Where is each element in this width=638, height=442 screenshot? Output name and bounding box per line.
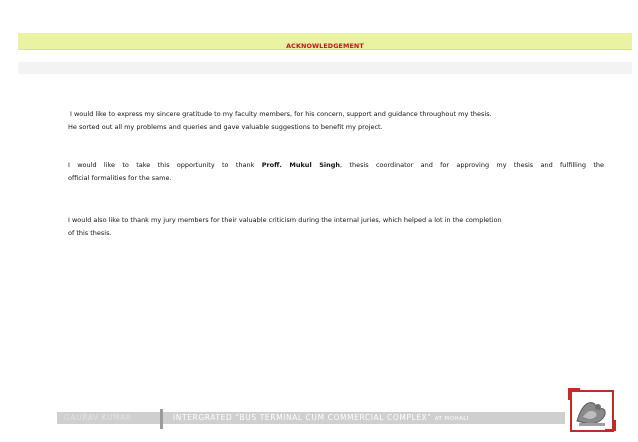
heading-band	[18, 33, 632, 50]
paragraph-1	[68, 108, 608, 133]
paragraph-3-line-1: I would also like to thank my jury members for their valuable criticism during the internal juries, which helped a lot in the completion	[68, 216, 502, 224]
paragraph-2-after-name: , thesis coordinator and for approving my thesis and fulfilling the	[340, 161, 604, 169]
paragraph-2-before-name: I would like to take this opportunity to thank	[68, 161, 262, 169]
footer-separator	[160, 409, 163, 429]
page-footer	[0, 404, 638, 442]
paragraph-3	[68, 214, 608, 239]
header-divider-band	[18, 62, 632, 74]
paragraph-2-line-2: official formalities for the same.	[68, 173, 172, 182]
coordinator-name: Proff. Mukul Singh	[261, 161, 341, 169]
paragraph-1-line-1: I would like to express my sincere gratitude to my faculty members, for his concern, support and guidance throughout my thesis.	[70, 110, 492, 118]
paragraph-2	[68, 159, 608, 184]
paragraph-2-line-1	[68, 159, 604, 172]
footer-project-title	[173, 412, 469, 424]
page-title: ACKNOWLEDGEMENT	[286, 42, 364, 50]
footer-author: GAURAV KUMAR	[64, 413, 132, 422]
footer-location: AT MOHALI	[434, 416, 469, 422]
paragraph-3-line-2: of this thesis.	[68, 228, 112, 237]
paragraph-1-line-2: He sorted out all my problems and queries and gave valuable suggestions to benefit my project.	[68, 122, 383, 131]
sculpture-logo-icon	[567, 385, 617, 435]
footer-project-name: INTERGRATED “BUS TERMINAL CUM COMMERCIAL COMPLEX”	[173, 413, 432, 422]
